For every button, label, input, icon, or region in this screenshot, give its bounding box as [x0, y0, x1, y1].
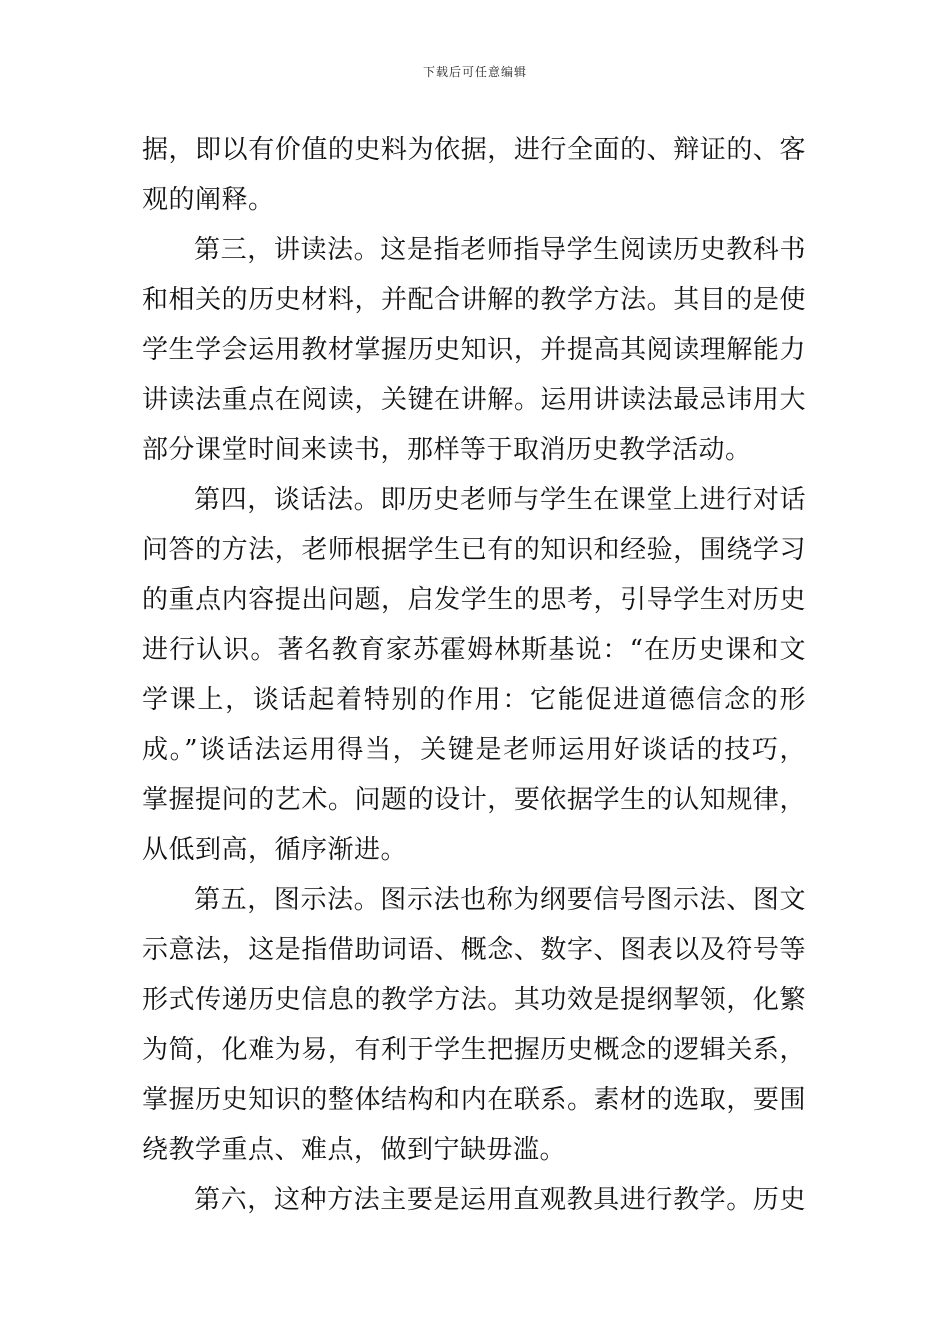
text-line: 从低到高，循序渐进。: [142, 835, 408, 865]
text-line: 和相关的历史材料，并配合讲解的教学方法。其目的是使: [142, 285, 806, 315]
text-line: 绕教学重点、难点，做到宁缺毋滥。: [142, 1135, 567, 1165]
text-line: 学课上，谈话起着特别的作用：它能促进道德信念的形: [142, 685, 806, 715]
text-line: 掌握提问的艺术。问题的设计，要依据学生的认知规律，: [142, 785, 806, 815]
page-header: 下载后可任意编辑: [422, 65, 527, 79]
text-line: 掌握历史知识的整体结构和内在联系。素材的选取，要围: [142, 1085, 806, 1115]
text-line: 部分课堂时间来读书，那样等于取消历史教学活动。: [142, 435, 752, 465]
text-line: 成。”谈话法运用得当，关键是老师运用好谈话的技巧，: [142, 735, 806, 765]
text-line: 为简，化难为易，有利于学生把握历史概念的逻辑关系，: [142, 1035, 806, 1065]
text-line: 的重点内容提出问题，启发学生的思考，引导学生对历史: [142, 585, 806, 615]
text-line: 问答的方法，老师根据学生已有的知识和经验，围绕学习: [142, 535, 806, 565]
paragraph-first-line: 第三，讲读法。这是指老师指导学生阅读历史教科书: [194, 235, 806, 265]
text-line: 示意法，这是指借助词语、概念、数字、图表以及符号等: [142, 935, 806, 965]
paragraph-first-line: 第五，图示法。图示法也称为纲要信号图示法、图文: [194, 885, 806, 915]
text-line: 形式传递历史信息的教学方法。其功效是提纲挈领，化繁: [142, 985, 806, 1015]
text-line: 观的阐释。: [142, 185, 275, 215]
text-line: 进行认识。著名教育家苏霍姆林斯基说：“在历史课和文: [142, 635, 806, 665]
text-line: 讲读法重点在阅读，关键在讲解。运用讲读法最忌讳用大: [142, 385, 806, 415]
paragraph-first-line: 第六，这种方法主要是运用直观教具进行教学。历史: [194, 1185, 806, 1215]
text-line: 学生学会运用教材掌握历史知识，并提高其阅读理解能力: [142, 335, 806, 365]
paragraph-first-line: 第四，谈话法。即历史老师与学生在课堂上进行对话: [194, 485, 806, 515]
text-line: 据，即以有价值的史料为依据，进行全面的、辩证的、客: [142, 135, 806, 165]
